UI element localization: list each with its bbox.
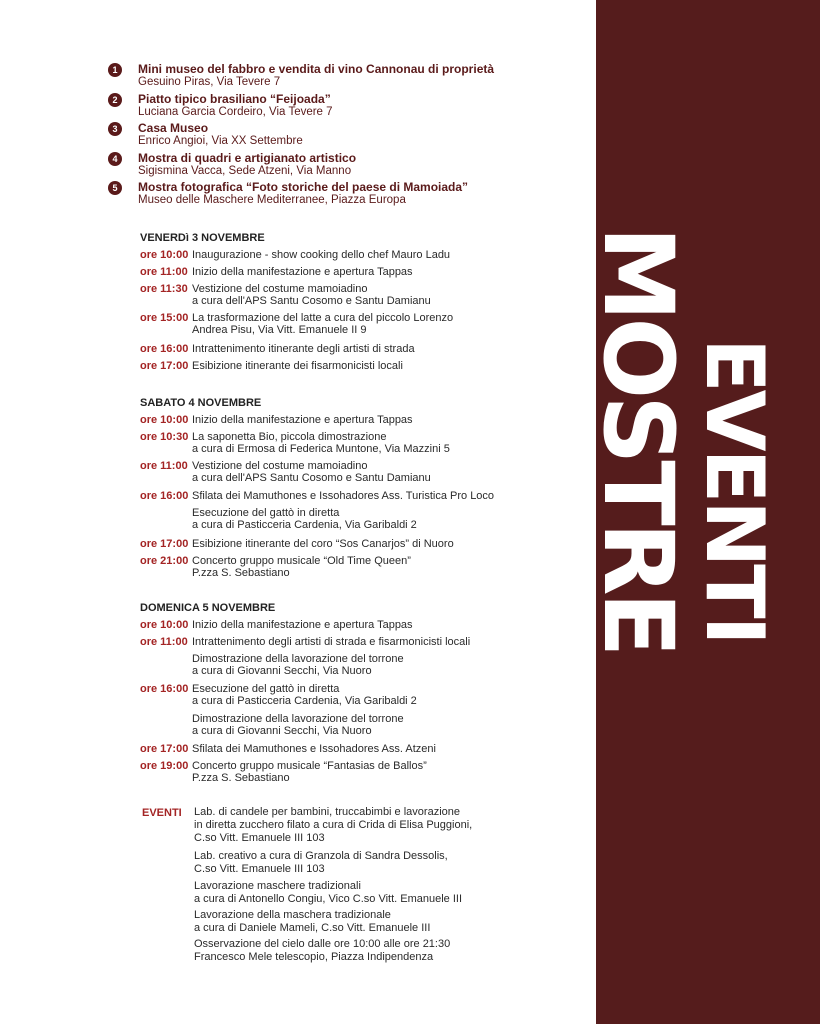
- event-detail: a cura di Pasticceria Cardenia, Via Garibaldi 2: [192, 695, 417, 707]
- vertical-title-eventi: EVENTI: [688, 338, 781, 643]
- event-time: ore 19:00: [140, 760, 189, 772]
- event-time: ore 17:00: [140, 360, 189, 372]
- event-time: ore 10:00: [140, 249, 189, 261]
- event-desc: Dimostrazione della lavorazione del torrone: [192, 653, 404, 665]
- event-desc: Sfilata dei Mamuthones e Issohadores Ass. Turistica Pro Loco: [192, 490, 495, 502]
- event-detail: a cura dell'APS Santu Cosomo e Santu Damianu: [192, 472, 431, 484]
- event-time: ore 17:00: [140, 743, 189, 755]
- vertical-title-mostre: MOSTRE: [582, 226, 694, 654]
- location-number-badge: 3: [108, 122, 122, 136]
- location-title: Mini museo del fabbro e vendita di vino Cannonau di proprietà: [138, 62, 495, 76]
- event-time: ore 17:00: [140, 538, 189, 550]
- event-desc: Esecuzione del gattò in diretta: [192, 683, 340, 695]
- event-time: ore 10:00: [140, 414, 189, 426]
- event-time: ore 10:30: [140, 431, 189, 443]
- event-detail: P.zza S. Sebastiano: [192, 772, 290, 784]
- event-desc: Inaugurazione - show cooking dello chef Mauro Ladu: [192, 249, 451, 261]
- day-heading: SABATO 4 NOVEMBRE: [140, 397, 262, 409]
- event-desc: Inizio della manifestazione e apertura Tappas: [192, 414, 413, 426]
- eventi-line: C.so Vitt. Emanuele III 103: [194, 832, 325, 844]
- event-desc: Sfilata dei Mamuthones e Issohadores Ass. Atzeni: [192, 743, 436, 755]
- event-desc: Dimostrazione della lavorazione del torrone: [192, 713, 404, 725]
- event-desc: Concerto gruppo musicale “Old Time Queen”: [192, 555, 411, 567]
- eventi-line: Lavorazione maschere tradizionali: [194, 880, 361, 892]
- eventi-line: Lab. creativo a cura di Granzola di Sandra Dessolis,: [194, 850, 448, 862]
- event-time: ore 11:30: [140, 283, 188, 295]
- location-subtitle: Museo delle Maschere Mediterranee, Piazza Europa: [138, 194, 406, 206]
- location-title: Piatto tipico brasiliano “Feijoada”: [138, 92, 331, 106]
- event-time: ore 15:00: [140, 312, 189, 324]
- event-desc: Intrattenimento degli artisti di strada e fisarmonicisti locali: [192, 636, 471, 648]
- eventi-line: a cura di Antonello Congiu, Vico C.so Vitt. Emanuele III: [194, 893, 463, 905]
- eventi-line: in diretta zucchero filato a cura di Crida di Elisa Puggioni,: [194, 819, 473, 831]
- location-subtitle: Luciana Garcia Cordeiro, Via Tevere 7: [138, 106, 333, 118]
- event-desc: Inizio della manifestazione e apertura Tappas: [192, 619, 413, 631]
- event-desc: Inizio della manifestazione e apertura Tappas: [192, 266, 413, 278]
- event-time: ore 11:00: [140, 460, 188, 472]
- event-detail: a cura di Giovanni Secchi, Via Nuoro: [192, 725, 372, 737]
- location-number-badge: 4: [108, 152, 122, 166]
- event-desc: Esibizione itinerante dei fisarmonicisti locali: [192, 360, 403, 372]
- location-subtitle: Enrico Angioi, Via XX Settembre: [138, 135, 303, 147]
- location-title: Casa Museo: [138, 121, 209, 135]
- event-detail: P.zza S. Sebastiano: [192, 567, 290, 579]
- event-time: ore 11:00: [140, 266, 188, 278]
- event-desc: La trasformazione del latte a cura del piccolo Lorenzo: [192, 312, 454, 324]
- event-detail: a cura dell'APS Santu Cosomo e Santu Damianu: [192, 295, 431, 307]
- event-desc: Esibizione itinerante del coro “Sos Canarjos” di Nuoro: [192, 538, 454, 550]
- eventi-line: Francesco Mele telescopio, Piazza Indipendenza: [194, 951, 434, 963]
- event-time: ore 11:00: [140, 636, 188, 648]
- event-detail: a cura di Giovanni Secchi, Via Nuoro: [192, 665, 372, 677]
- event-desc: Vestizione del costume mamoiadino: [192, 460, 368, 472]
- eventi-line: C.so Vitt. Emanuele III 103: [194, 863, 325, 875]
- event-time: ore 16:00: [140, 683, 189, 695]
- event-time: ore 16:00: [140, 343, 189, 355]
- event-desc: La saponetta Bio, piccola dimostrazione: [192, 431, 387, 443]
- location-subtitle: Sigismina Vacca, Sede Atzeni, Via Manno: [138, 165, 352, 177]
- location-title: Mostra fotografica “Foto storiche del paese di Mamoiada”: [138, 180, 469, 194]
- location-number-badge: 5: [108, 181, 122, 195]
- event-time: ore 16:00: [140, 490, 189, 502]
- event-desc: Concerto gruppo musicale “Fantasias de Ballos”: [192, 760, 427, 772]
- day-heading: DOMENICA 5 NOVEMBRE: [140, 602, 276, 614]
- location-number-badge: 2: [108, 93, 122, 107]
- eventi-line: Lab. di candele per bambini, truccabimbi e lavorazione: [194, 806, 460, 818]
- event-time: ore 21:00: [140, 555, 189, 567]
- event-time: ore 10:00: [140, 619, 189, 631]
- event-desc: Esecuzione del gattò in diretta: [192, 507, 340, 519]
- location-title: Mostra di quadri e artigianato artistico: [138, 151, 357, 165]
- event-detail: a cura di Pasticceria Cardenia, Via Garibaldi 2: [192, 519, 417, 531]
- location-subtitle: Gesuino Piras, Via Tevere 7: [138, 76, 281, 88]
- eventi-line: a cura di Daniele Mameli, C.so Vitt. Emanuele III: [194, 922, 431, 934]
- eventi-label: EVENTI: [142, 807, 182, 819]
- event-detail: a cura di Ermosa di Federica Muntone, Via Mazzini 5: [192, 443, 450, 455]
- eventi-line: Lavorazione della maschera tradizionale: [194, 909, 391, 921]
- day-heading: VENERDì 3 NOVEMBRE: [140, 232, 265, 244]
- event-detail: Andrea Pisu, Via Vitt. Emanuele II 9: [192, 324, 367, 336]
- event-desc: Intrattenimento itinerante degli artisti di strada: [192, 343, 415, 355]
- location-number-badge: 1: [108, 63, 122, 77]
- event-desc: Vestizione del costume mamoiadino: [192, 283, 368, 295]
- eventi-line: Osservazione del cielo dalle ore 10:00 alle ore 21:30: [194, 938, 451, 950]
